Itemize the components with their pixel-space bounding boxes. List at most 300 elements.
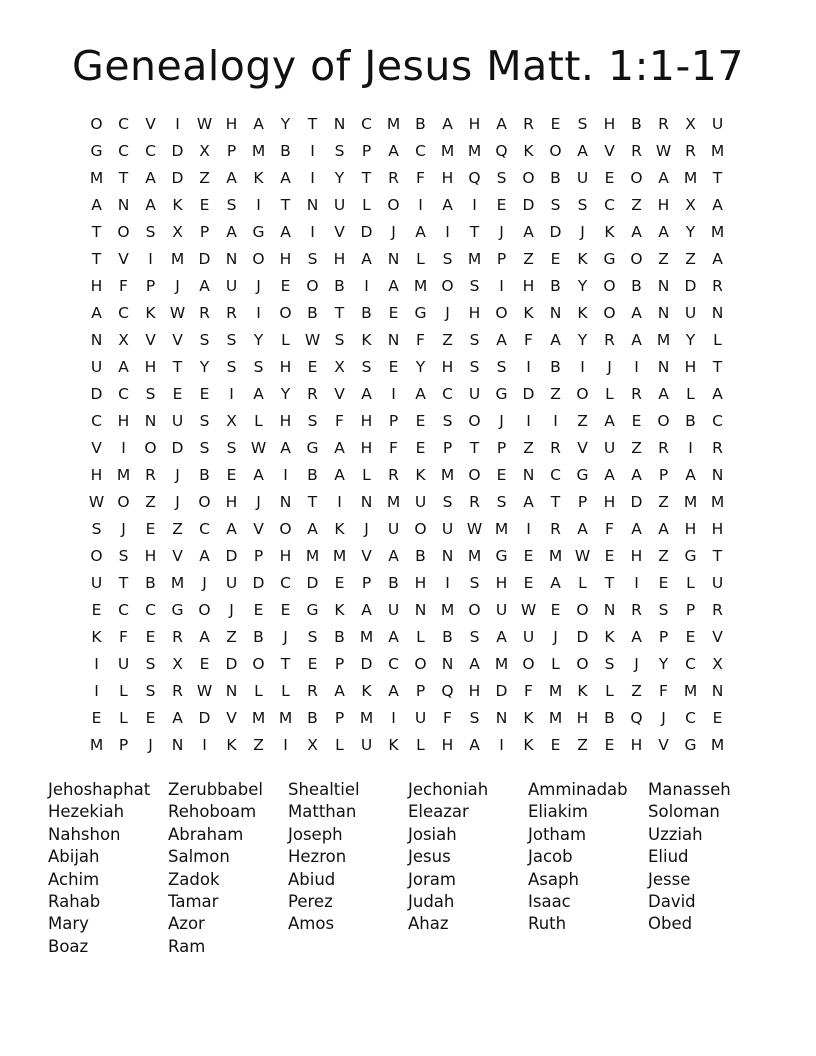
grid-letter: K	[604, 223, 615, 241]
grid-letter: Z	[550, 385, 561, 403]
grid-letter: T	[334, 304, 345, 322]
grid-letter: A	[442, 115, 453, 133]
grid-letter: J	[364, 520, 369, 538]
grid-letter: O	[522, 655, 535, 673]
grid-letter: O	[441, 277, 454, 295]
grid-letter: E	[496, 196, 507, 214]
grid-letter: N	[441, 547, 454, 565]
grid-letter: A	[226, 520, 237, 538]
grid-letter: Q	[441, 682, 454, 700]
grid-letter: O	[549, 142, 562, 160]
grid-letter: J	[256, 493, 261, 511]
grid-letter: M	[305, 547, 320, 565]
grid-letter: D	[360, 223, 373, 241]
grid-letter: I	[526, 358, 531, 376]
grid-letter: M	[440, 601, 455, 619]
grid-letter: H	[279, 358, 292, 376]
grid-letter: L	[119, 709, 128, 727]
grid-letter: P	[658, 466, 669, 484]
grid-letter: S	[550, 196, 561, 214]
grid-letter: H	[90, 277, 103, 295]
grid-letter: A	[226, 169, 237, 187]
grid-letter: Q	[630, 709, 643, 727]
grid-letter: I	[445, 574, 450, 592]
grid-letter: E	[307, 655, 318, 673]
grid-letter: V	[604, 142, 615, 160]
grid-letter: R	[172, 628, 183, 646]
grid-letter: S	[145, 682, 156, 700]
grid-letter: E	[388, 358, 399, 376]
word-list-item: Perez	[288, 891, 333, 911]
grid-letter: A	[253, 115, 264, 133]
grid-letter: Z	[172, 520, 183, 538]
grid-letter: Z	[658, 493, 669, 511]
grid-letter: B	[334, 628, 345, 646]
grid-letter: N	[711, 682, 724, 700]
grid-letter: S	[307, 628, 318, 646]
grid-letter: Z	[631, 439, 642, 457]
grid-letter: R	[550, 520, 561, 538]
word-list-item: Josiah	[408, 824, 457, 844]
grid-letter: J	[661, 709, 666, 727]
grid-letter: H	[279, 547, 292, 565]
grid-letter: C	[388, 655, 399, 673]
grid-letter: H	[225, 493, 238, 511]
grid-letter: T	[280, 655, 291, 673]
grid-row	[83, 624, 731, 651]
grid-letter: S	[469, 628, 480, 646]
grid-letter: C	[118, 304, 129, 322]
grid-letter: W	[196, 682, 213, 700]
grid-letter: X	[226, 412, 237, 430]
grid-letter: M	[710, 736, 725, 754]
grid-letter: F	[524, 682, 533, 700]
grid-letter: M	[359, 628, 374, 646]
grid-row	[83, 111, 731, 138]
letter-grid	[83, 111, 731, 759]
grid-letter: C	[145, 142, 156, 160]
grid-letter: B	[604, 709, 615, 727]
grid-letter: A	[226, 223, 237, 241]
grid-letter: K	[577, 682, 588, 700]
grid-letter: N	[711, 304, 724, 322]
grid-letter: I	[553, 412, 558, 430]
grid-letter: H	[360, 412, 373, 430]
grid-letter: A	[199, 628, 210, 646]
grid-letter: B	[145, 574, 156, 592]
grid-letter: S	[442, 493, 453, 511]
grid-letter: S	[226, 331, 237, 349]
grid-letter: U	[333, 196, 346, 214]
word-list-item: Ram	[168, 936, 206, 956]
grid-letter: Y	[685, 223, 696, 241]
grid-letter: P	[685, 601, 696, 619]
grid-letter: E	[145, 520, 156, 538]
grid-letter: A	[712, 250, 723, 268]
grid-letter: S	[253, 358, 264, 376]
grid-letter: B	[307, 304, 318, 322]
grid-letter: U	[171, 412, 184, 430]
word-list-item: Soloman	[648, 802, 720, 822]
grid-letter: O	[414, 655, 427, 673]
grid-letter: I	[310, 223, 315, 241]
grid-letter: I	[256, 304, 261, 322]
grid-letter: E	[91, 601, 102, 619]
grid-letter: S	[469, 331, 480, 349]
grid-letter: L	[254, 412, 263, 430]
grid-letter: N	[495, 709, 508, 727]
grid-letter: M	[386, 493, 401, 511]
grid-letter: A	[199, 547, 210, 565]
grid-letter: O	[117, 223, 130, 241]
grid-letter: X	[334, 358, 345, 376]
grid-letter: H	[522, 277, 535, 295]
grid-letter: I	[283, 466, 288, 484]
grid-letter: L	[605, 682, 614, 700]
word-list-item: Hezekiah	[48, 802, 125, 822]
grid-letter: H	[414, 574, 427, 592]
grid-letter: R	[712, 277, 723, 295]
grid-letter: A	[280, 223, 291, 241]
grid-letter: V	[118, 250, 129, 268]
grid-letter: F	[416, 331, 425, 349]
grid-letter: F	[416, 169, 425, 187]
grid-letter: Y	[334, 169, 345, 187]
grid-letter: F	[659, 682, 668, 700]
grid-letter: H	[90, 466, 103, 484]
grid-letter: T	[118, 169, 129, 187]
grid-letter: H	[279, 250, 292, 268]
grid-letter: T	[307, 115, 318, 133]
grid-letter: N	[306, 196, 319, 214]
word-list-item: Jesus	[408, 847, 451, 867]
page-title: Genealogy of Jesus Matt. 1:1-17	[72, 42, 744, 90]
grid-letter: A	[631, 331, 642, 349]
grid-letter: S	[226, 358, 237, 376]
grid-letter: M	[467, 142, 482, 160]
grid-letter: V	[334, 385, 345, 403]
grid-letter: O	[144, 439, 157, 457]
grid-letter: C	[685, 709, 696, 727]
grid-letter: N	[225, 250, 238, 268]
grid-letter: S	[469, 277, 480, 295]
grid-letter: G	[684, 547, 697, 565]
grid-letter: R	[631, 601, 642, 619]
grid-letter: A	[604, 466, 615, 484]
grid-letter: D	[549, 223, 562, 241]
word-list-item: Rehoboam	[168, 802, 257, 822]
grid-letter: C	[280, 574, 291, 592]
grid-letter: E	[712, 709, 723, 727]
grid-letter: E	[253, 601, 264, 619]
grid-letter: N	[333, 115, 346, 133]
grid-letter: E	[145, 709, 156, 727]
grid-letter: L	[254, 682, 263, 700]
word-list-item: Azor	[168, 914, 205, 934]
grid-letter: F	[605, 520, 614, 538]
grid-letter: S	[307, 250, 318, 268]
grid-letter: R	[307, 385, 318, 403]
grid-letter: B	[280, 142, 291, 160]
grid-letter: K	[172, 196, 183, 214]
grid-letter: H	[333, 250, 346, 268]
grid-letter: Z	[631, 682, 642, 700]
grid-letter: S	[469, 358, 480, 376]
word-list-item: Eliud	[648, 847, 689, 867]
grid-letter: G	[306, 601, 319, 619]
grid-letter: I	[310, 142, 315, 160]
word-list-item: Shealtiel	[288, 780, 360, 799]
grid-letter: N	[387, 331, 400, 349]
grid-letter: M	[494, 520, 509, 538]
word-list-item: Hezron	[288, 847, 347, 867]
grid-letter: N	[549, 304, 562, 322]
grid-letter: M	[710, 493, 725, 511]
grid-letter: C	[442, 385, 453, 403]
grid-letter: A	[172, 709, 183, 727]
grid-letter: P	[145, 277, 156, 295]
grid-letter: O	[495, 304, 508, 322]
grid-letter: I	[391, 385, 396, 403]
grid-letter: A	[415, 223, 426, 241]
grid-letter: H	[630, 547, 643, 565]
grid-letter: G	[414, 304, 427, 322]
grid-letter: J	[580, 223, 585, 241]
grid-letter: E	[658, 574, 669, 592]
grid-letter: T	[712, 169, 723, 187]
grid-letter: L	[686, 574, 695, 592]
grid-letter: V	[712, 628, 723, 646]
grid-letter: A	[577, 520, 588, 538]
grid-letter: S	[307, 412, 318, 430]
grid-letter: H	[468, 115, 481, 133]
grid-letter: O	[279, 520, 292, 538]
grid-letter: Z	[658, 547, 669, 565]
grid-letter: R	[712, 601, 723, 619]
grid-letter: P	[361, 574, 372, 592]
grid-letter: O	[198, 601, 211, 619]
grid-letter: D	[306, 574, 319, 592]
grid-letter: J	[283, 628, 288, 646]
grid-letter: M	[710, 142, 725, 160]
grid-letter: U	[468, 385, 481, 403]
grid-letter: L	[605, 385, 614, 403]
grid-letter: K	[523, 304, 534, 322]
grid-letter: L	[551, 655, 560, 673]
grid-letter: N	[657, 304, 670, 322]
grid-letter: U	[711, 115, 724, 133]
grid-letter: B	[631, 277, 642, 295]
word-list-item: Jehoshaphat	[48, 780, 151, 799]
word-list-item: Eliakim	[528, 802, 588, 822]
grid-letter: F	[524, 331, 533, 349]
grid-letter: W	[250, 439, 267, 457]
grid-letter: A	[469, 655, 480, 673]
word-list-item: Abijah	[48, 847, 100, 867]
grid-letter: M	[170, 250, 185, 268]
grid-letter: Y	[685, 331, 696, 349]
grid-letter: D	[495, 682, 508, 700]
grid-letter: C	[118, 385, 129, 403]
grid-letter: N	[360, 493, 373, 511]
word-list-item: Joseph	[288, 824, 343, 844]
grid-letter: O	[90, 115, 103, 133]
grid-letter: U	[90, 574, 103, 592]
grid-letter: I	[688, 439, 693, 457]
grid-letter: L	[416, 250, 425, 268]
grid-letter: B	[442, 628, 453, 646]
grid-letter: I	[526, 520, 531, 538]
grid-letter: M	[170, 574, 185, 592]
grid-letter: D	[576, 628, 589, 646]
word-list-item: Jotham	[528, 824, 587, 844]
grid-letter: H	[657, 196, 670, 214]
word-list-item: Rahab	[48, 891, 101, 911]
grid-letter: M	[440, 142, 455, 160]
grid-letter: J	[634, 655, 639, 673]
grid-letter: E	[550, 115, 561, 133]
grid-letter: A	[280, 169, 291, 187]
grid-letter: H	[468, 304, 481, 322]
grid-letter: J	[499, 412, 504, 430]
grid-letter: D	[522, 196, 535, 214]
grid-row	[83, 435, 731, 462]
grid-letter: A	[145, 196, 156, 214]
grid-letter: Z	[577, 412, 588, 430]
grid-letter: H	[468, 682, 481, 700]
grid-letter: M	[278, 709, 293, 727]
grid-letter: I	[94, 682, 99, 700]
grid-letter: W	[88, 493, 105, 511]
grid-letter: E	[523, 547, 534, 565]
grid-letter: E	[631, 412, 642, 430]
grid-letter: I	[499, 736, 504, 754]
grid-letter: A	[496, 115, 507, 133]
grid-letter: R	[658, 115, 669, 133]
grid-letter: U	[684, 304, 697, 322]
grid-letter: H	[441, 169, 454, 187]
grid-letter: I	[391, 709, 396, 727]
grid-letter: K	[415, 466, 426, 484]
grid-letter: E	[550, 736, 561, 754]
grid-letter: S	[145, 223, 156, 241]
grid-letter: V	[145, 115, 156, 133]
grid-letter: M	[332, 547, 347, 565]
grid-letter: U	[225, 277, 238, 295]
grid-letter: O	[630, 250, 643, 268]
grid-letter: A	[658, 520, 669, 538]
word-list-item: Asaph	[528, 869, 579, 889]
grid-letter: A	[496, 331, 507, 349]
grid-letter: V	[253, 520, 264, 538]
grid-letter: O	[468, 466, 481, 484]
grid-letter: E	[307, 358, 318, 376]
grid-letter: A	[388, 628, 399, 646]
grid-letter: G	[252, 223, 265, 241]
grid-row	[83, 597, 731, 624]
grid-letter: Z	[199, 169, 210, 187]
word-list-item: Matthan	[288, 802, 357, 822]
grid-letter: T	[712, 358, 723, 376]
grid-letter: I	[418, 196, 423, 214]
grid-letter: T	[604, 574, 615, 592]
grid-letter: H	[684, 358, 697, 376]
grid-letter: N	[90, 331, 103, 349]
grid-letter: G	[576, 466, 589, 484]
grid-letter: O	[576, 655, 589, 673]
grid-letter: T	[307, 493, 318, 511]
grid-letter: O	[252, 655, 265, 673]
grid-letter: X	[172, 655, 183, 673]
grid-letter: M	[683, 169, 698, 187]
grid-letter: S	[577, 115, 588, 133]
grid-row	[83, 732, 731, 759]
grid-letter: U	[576, 169, 589, 187]
grid-letter: I	[634, 574, 639, 592]
grid-letter: J	[256, 277, 261, 295]
grid-letter: J	[499, 223, 504, 241]
grid-letter: U	[414, 709, 427, 727]
grid-letter: O	[630, 169, 643, 187]
grid-letter: B	[307, 709, 318, 727]
grid-letter: S	[442, 412, 453, 430]
grid-letter: T	[469, 223, 480, 241]
grid-letter: A	[118, 358, 129, 376]
grid-letter: G	[603, 250, 616, 268]
grid-letter: M	[440, 466, 455, 484]
grid-letter: M	[386, 115, 401, 133]
word-list-item: Zadok	[168, 869, 220, 889]
grid-letter: A	[658, 385, 669, 403]
grid-letter: A	[604, 412, 615, 430]
grid-letter: B	[550, 169, 561, 187]
grid-letter: A	[577, 142, 588, 160]
grid-letter: A	[550, 574, 561, 592]
grid-letter: A	[334, 439, 345, 457]
grid-letter: A	[91, 196, 102, 214]
grid-letter: I	[94, 655, 99, 673]
grid-letter: I	[499, 277, 504, 295]
grid-letter: Z	[523, 250, 534, 268]
grid-letter: B	[253, 628, 264, 646]
grid-letter: B	[307, 466, 318, 484]
grid-letter: V	[172, 547, 183, 565]
grid-letter: S	[361, 358, 372, 376]
grid-letter: A	[415, 385, 426, 403]
grid-letter: V	[91, 439, 102, 457]
grid-letter: Z	[631, 196, 642, 214]
grid-letter: P	[577, 493, 588, 511]
grid-letter: R	[712, 439, 723, 457]
grid-letter: R	[685, 142, 696, 160]
grid-letter: K	[253, 169, 264, 187]
grid-letter: E	[199, 196, 210, 214]
grid-letter: E	[550, 250, 561, 268]
grid-letter: T	[91, 250, 102, 268]
grid-letter: V	[658, 736, 669, 754]
grid-letter: P	[496, 439, 507, 457]
grid-letter: V	[361, 547, 372, 565]
grid-letter: Z	[442, 331, 453, 349]
grid-letter: W	[304, 331, 321, 349]
grid-letter: G	[306, 439, 319, 457]
grid-letter: C	[91, 412, 102, 430]
grid-letter: I	[472, 196, 477, 214]
grid-letter: S	[577, 196, 588, 214]
grid-letter: Q	[495, 142, 508, 160]
grid-letter: D	[198, 709, 211, 727]
grid-letter: A	[388, 682, 399, 700]
